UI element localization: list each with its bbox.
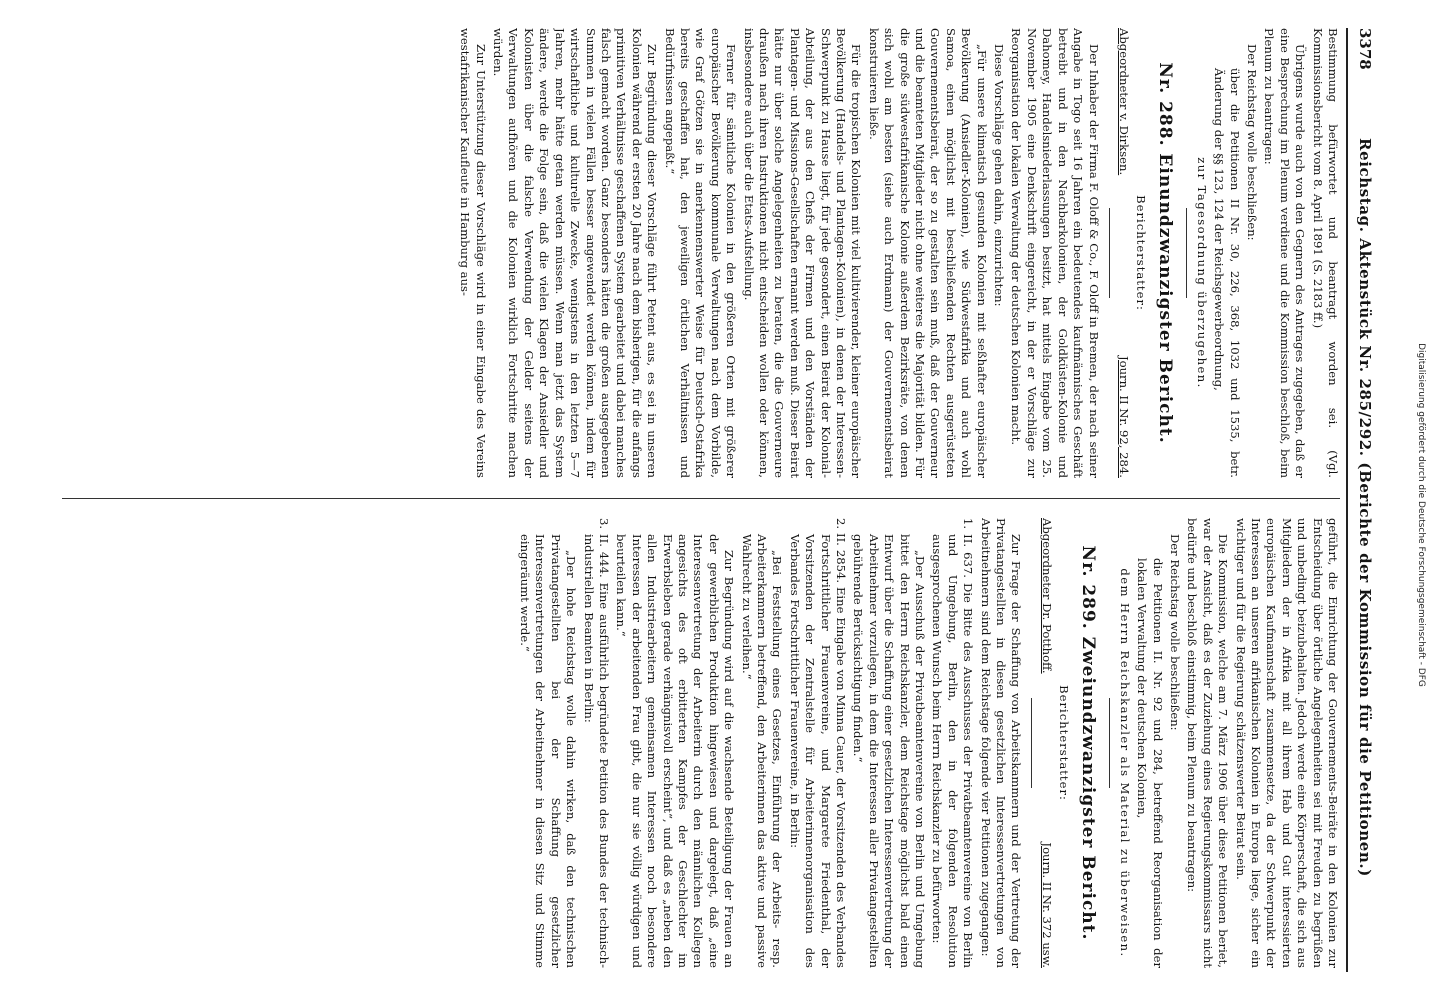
- section-divider: [1032, 698, 1033, 788]
- column-separator: [62, 498, 1340, 499]
- body-paragraph: Zur Frage der Schaffung von Arbeitskammern und der Vertretung der Privatangestellten in diesen gesetzlichen Interessenvertretungen von Arbeitnehmern sind dem Reichstage folgende vier Petitionen zugegangen:: [978, 518, 1024, 968]
- left-column: [62, 28, 1340, 478]
- intro-paragraph: Bestimmung befürwortet und beantragt worden sei. (Vgl. Kommissionsbericht vom 8. April 1891 (S. 2183 ff.): [1310, 28, 1340, 478]
- reporter-line: [1039, 518, 1054, 968]
- resolution-block: [1116, 518, 1164, 968]
- journal-reference: Journ. II Nr. 372 usw.: [1039, 842, 1054, 968]
- header-rule: [1346, 28, 1348, 972]
- running-head-title: Reichstag. Aktenstück Nr. 285/292. (Berichte der Kommission für die Petitionen.): [1356, 138, 1374, 877]
- petition-item-quote: „Der Ausschuß der Privatbeamtenvereine von Berlin und Umgebung bittet den Herrn Reichskanzler, dem Reichstage möglichst bald einen Entwurf über die Schaffung einer gesetzlichen Interessenvertretung der Arbeitnehmer vorzulegen, in dem die Interessen aller Privatangestellten gebührende Berücksichtigung finden.“: [851, 534, 928, 968]
- intro-paragraph: geführt, die Einrichtung der Gouvernements-Beiräte in den Kolonien zur Entscheidung über örtliche Angelegenheiten sei mit Freuden zu begrüßen und unbedingt beizubehalten. Jedoch werde eine Körperschaft, die sich aus Mitgliedern der in Afrika mit all ihrem Hab und Gut interessierten europäischen Kaufmannschaft zusammensetze, da der Schwerpunkt der Interessen an unseren afrikanischen Kolonien in Europa liege, sicher ein wichtiger und für die Regierung schätzenswerter Beirat sein.: [1233, 518, 1340, 968]
- section-divider: [1109, 698, 1110, 788]
- intro-paragraph: Der Reichstag wolle beschließen:: [1167, 534, 1182, 731]
- page-number: 3378: [1356, 28, 1374, 70]
- body-paragraph: „Für unsere klimatisch gesunden Kolonien mit seßhafter europäischer Bevölkerung (Ansiedler-Kolonien), wie Südwestafrika und auch wohl Samoa, einen möglichst mit beschließenden Rechten ausgerüsteten Gouvernementsbeirat, der so zu gestalten sein muß, daß der Gouverneur und die beamteten Mitglieder nicht ohne weiteres die Majorität bilden. Für die große südwestafrikanische Kolonie außerdem Bezirksräte, von denen sich wohl am besten (siehe auch Erdmann) der Gouvernementsbeirat konstruieren ließe.: [866, 28, 989, 478]
- body-paragraph: Diese Vorschläge gehen dahin, einzurichten:: [992, 44, 1007, 307]
- body-paragraph: Zur Unterstützung dieser Vorschläge wird in einer Eingabe des Vereins westafrikanischer Kaufleute in Hamburg aus-: [458, 28, 488, 478]
- body-paragraph: Für die tropischen Kolonien mit viel kultivierender, kleiner europäischer Bevölkerung (Handels- und Plantagen-Kolonien), in denen der Interessen-Schwerpunkt zu Hause liegt, für jede gesondert, einen Beirat der Kolonial-Abteilung, der aus den Chefs der Firmen und den Vorständen der Plantagen- und Missions-Gesellschaften ernannt werden muß. Dieser Beirat hätte nur über solche Angelegenheiten zu beraten, die die Gouverneure draußen nach ihren Instruktionen nicht entscheiden wollen oder können, insbesondere auch über die Etats-Aufstellung.: [741, 28, 864, 478]
- petition-item-lead: 3. II. 444. Eine ausführlich begründete Petition des Bundes der technisch-industriellen Beamten in Berlin:: [581, 518, 611, 968]
- resolution-text: zur Tagesordnung überzugehen.: [1194, 157, 1209, 389]
- resolution-text: die Petitionen II. Nr. 92 und 284, betreffend Reorganisation der lokalen Verwaltung der deutschen Kolonien,: [1135, 558, 1165, 968]
- section-divider: [1186, 208, 1187, 298]
- reporter-line: [1116, 28, 1131, 478]
- petition-item-lead: 2. II. 2854. Eine Eingabe von Minna Cauer, der Vorsitzenden des Verbandes Fortschrittlicher Frauenvereine, und Margarete Friedenthal, der Vorsitzenden der Zentralstelle für Arbeiterinnenorganisation des Verbandes Fortschrittlicher Frauenvereine, in Berlin:: [787, 518, 849, 968]
- body-paragraph: Ferner für sämtliche Kolonien in den größeren Orten mit größerer europäischer Bevölkerung kommunale Verwaltungen nach dem Vorbilde, wie Graf Götzen sie in anerkennenswerter Weise für Deutsch-Ostafrika bereits geschaffen hat, den jeweiligen örtlichen Verhältnissen und Bedürfnissen angepaßt.“: [662, 28, 739, 478]
- body-paragraph: Der Inhaber der Firma F. Oloff & Co., F. Oloff in Bremen, der nach seiner Angabe in Togo seit 16 Jahren ein bedeutendes kaufmännisches Geschäft betreibt und in den Nachbarkolonien, der Goldküsten-Kolonie und Dahomey, Handelsniederlassungen besitzt, hat mittels Eingabe vom 25. November 1905 eine Denkschrift eingereicht, in der er Vorschläge zur Reorganisation der lokalen Verwaltung der deutschen Kolonien macht.: [1009, 28, 1101, 478]
- reporter-label: Berichterstatter:: [1057, 685, 1072, 801]
- body-paragraph: Zur Begründung dieser Vorschläge führt Petent aus, es sei in unseren Kolonien während der ersten 20 Jahre nach dem bisherigen, für die anfangs primitiven Verhältnisse geschaffenen System gearbeitet und dabei manches falsch gemacht worden. Ganz besonders hätten die großen ausgegebenen Summen in vielen Fällen besser angewendet werden können, indem für wirtschaftliche und kulturelle Zwecke, wenigstens in den letzten 5—7 Jahren, mehr hätte getan werden müssen. Wenn man jetzt das System ändere, werde die Folge sein, daß die vielen Klagen der Ansiedler und Kolonisten über die falsche Verwendung der Gelder seitens der Verwaltungen aufhören und die Kolonien wirklich Fortschritte machen würden.: [491, 28, 660, 478]
- resolution-text: dem Herrn Reichskanzler als Material zu überweisen.: [1117, 568, 1132, 958]
- intro-paragraph: Die Kommission, welche am 7. März 1906 über diese Petitionen beriet, war der Ansicht, daß es der Zuziehung eines Regierungskommissars nicht bedürfe und beschloß einstimmig, beim Plenum zu beantragen:: [1185, 518, 1231, 968]
- petition-item-lead: 1. II. 637. Die Bitte des Ausschusses der Privatbeamtenvereine von Berlin und Umgebung, Berlin, den in der folgenden Resolution ausgesprochenen Wunsch beim Herrn Reichskanzler zu befürworten:: [930, 518, 976, 968]
- section-title: Nr. 289. Zweiundzwanzigster Bericht.: [1078, 545, 1099, 941]
- reporter-label: Berichterstatter:: [1134, 195, 1149, 311]
- credit-text: Digitalisierung gefördert durch die Deutsche Forschungsgemeinschaft - DFG: [1416, 343, 1426, 687]
- journal-reference: Journ. II Nr. 92, 284.: [1116, 355, 1131, 478]
- resolution-block: [1193, 28, 1241, 478]
- section-divider: [1109, 208, 1110, 298]
- reporter-name: Abgeordneter v. Dirksen.: [1116, 28, 1131, 176]
- intro-paragraph: Der Reichstag wolle beschließen:: [1244, 44, 1259, 241]
- petition-item-quote: „Bei Feststellung eines Gesetzes, Einführung der Arbeits- resp. Arbeiterkammern betreffend, den Arbeiterinnen das aktive und passive Wahlrecht zu verleihen.“: [739, 534, 785, 968]
- resolution-text: über die Petitionen II Nr. 30, 226, 368, 1032 und 1535, betr. Änderung der §§ 123, 124 der Reichsgewerbeordnung,: [1212, 68, 1242, 478]
- reporter-name: Abgeordneter Dr. Potthoff.: [1039, 518, 1054, 674]
- running-head: [1350, 28, 1376, 972]
- right-column: [62, 518, 1340, 968]
- intro-paragraph: Übrigens wurde auch von den Gegnern des Antrages zugegeben, daß er eine Besprechung im Plenum verdiene und die Kommission beschloß, beim Plenum zu beantragen:: [1262, 28, 1308, 478]
- petition-item-quote: Zur Begründung wird auf die wachsende Beteiligung der Frauen an der gewerblichen Produktion hingewiesen und dargelegt, daß „eine Interessenvertretung der Arbeiterin durch den männlichen Kollegen angesichts des oft erbitterten Kampfes der Geschlechter im Erwerbsleben gerade verhängnisvoll erscheint“, und daß es „neben den allen Industriearbeitern gemeinsamen Interessen noch besondere Interessen der arbeitenden Frau gibt, die nur sie völlig würdigen und beurteilen kann.“: [614, 534, 737, 968]
- petition-item-quote: „Der hohe Reichstag wolle dahin wirken, daß den technischen Privatangestellten bei der Schaffung gesetzlicher Interessenvertretungen der Arbeitnehmer in diesen Sitz und Stimme eingeräumt werde.“: [517, 534, 579, 968]
- document-page: [52, 20, 1382, 980]
- digitization-credit: [1411, 40, 1431, 990]
- section-title: Nr. 288. Einundzwanzigster Bericht.: [1155, 62, 1176, 444]
